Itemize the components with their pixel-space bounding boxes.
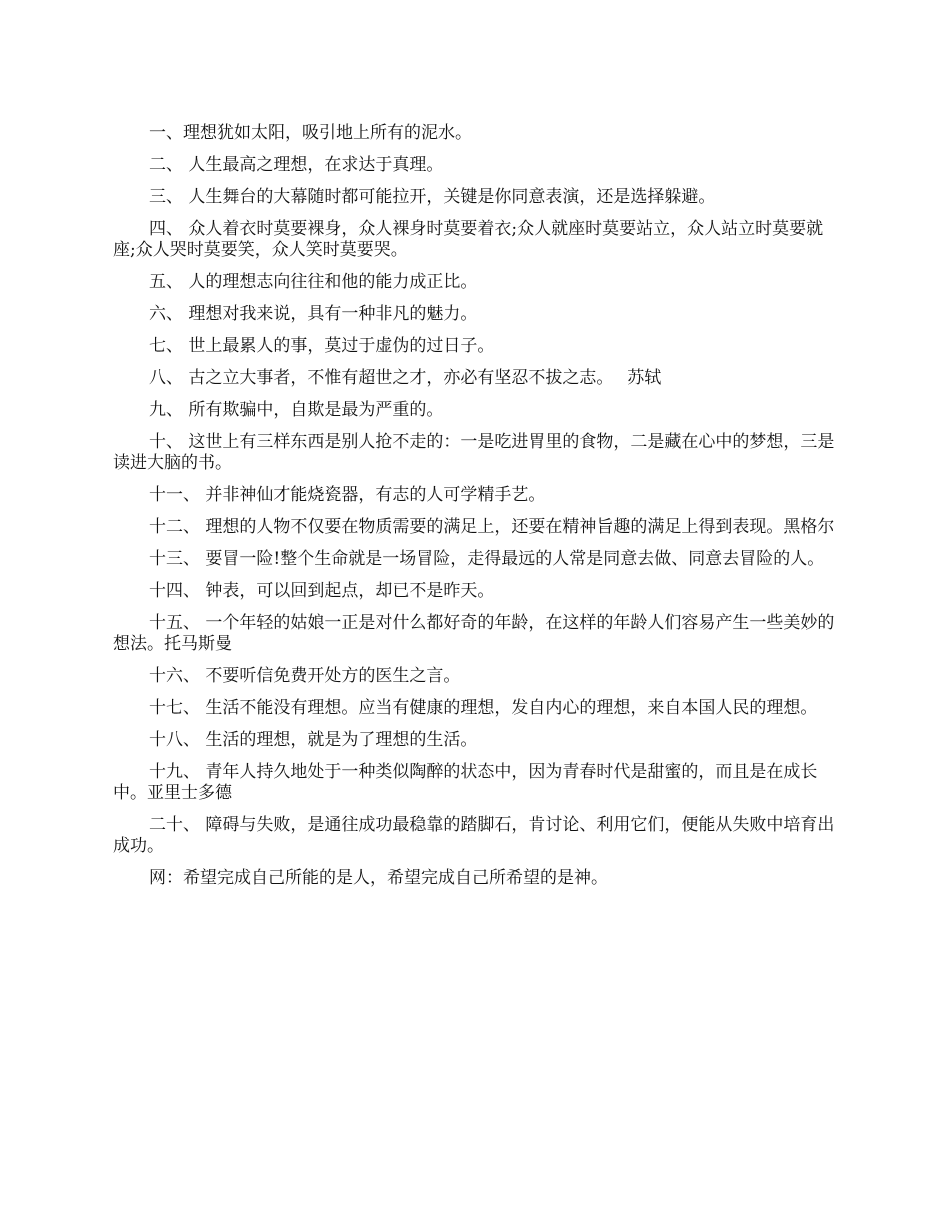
quote-paragraph: 十六、 不要听信免费开处方的医生之言。 [149, 666, 461, 686]
quote-paragraph: 十五、 一个年轻的姑娘一正是对什么都好奇的年龄，在这样的年龄人们容易产生一些美妙的想法。托马斯曼 [113, 613, 835, 654]
quote-paragraph: 三、 人生舞台的大幕随时都可能拉开，关键是你同意表演，还是选择躲避。 [149, 187, 716, 207]
quote-paragraph: 六、 理想对我来说，具有一种非凡的魅力。 [149, 304, 478, 324]
quote-paragraph: 七、 世上最累人的事，莫过于虚伪的过日子。 [149, 336, 495, 356]
closing-paragraph: 网：希望完成自己所能的是人，希望完成自己所希望的是神。 [149, 868, 608, 888]
quote-paragraph: 九、 所有欺骗中，自欺是最为严重的。 [149, 400, 444, 420]
document-body [113, 123, 840, 900]
quote-paragraph: 一、理想犹如太阳，吸引地上所有的泥水。 [149, 123, 472, 143]
quote-paragraph: 五、 人的理想志向往往和他的能力成正比。 [149, 272, 478, 292]
quote-paragraph: 十八、 生活的理想，就是为了理想的生活。 [149, 730, 478, 750]
quote-paragraph: 十九、 青年人持久地处于一种类似陶醉的状态中，因为青春时代是甜蜜的，而且是在成长中。亚里士多德 [113, 762, 818, 803]
quote-paragraph: 四、 众人着衣时莫要裸身，众人裸身时莫要着衣;众人就座时莫要站立，众人站立时莫要就座;众人哭时莫要笑，众人笑时莫要哭。 [113, 219, 824, 260]
quote-paragraph: 二十、 障碍与失败，是通往成功最稳靠的踏脚石，肯讨论、利用它们，便能从失败中培育出成功。 [113, 815, 835, 856]
quote-paragraph: 二、 人生最高之理想，在求达于真理。 [149, 155, 444, 175]
quote-paragraph: 十一、 并非神仙才能烧瓷器，有志的人可学精手艺。 [149, 485, 546, 505]
quote-paragraph: 八、 古之立大事者，不惟有超世之才，亦必有坚忍不拔之志。 苏轼 [149, 368, 662, 388]
quote-paragraph: 十、 这世上有三样东西是别人抢不走的：一是吃进胃里的食物，二是藏在心中的梦想，三是读进大脑的书。 [113, 432, 835, 473]
quote-paragraph: 十七、 生活不能没有理想。应当有健康的理想，发自内心的理想，来自本国人民的理想。 [149, 698, 818, 718]
quote-paragraph: 十三、 要冒一险!整个生命就是一场冒险，走得最远的人常是同意去做、同意去冒险的人。 [149, 549, 825, 569]
quote-paragraph: 十二、 理想的人物不仅要在物质需要的满足上，还要在精神旨趣的满足上得到表现。黑格尔 [149, 517, 835, 537]
quote-paragraph: 十四、 钟表，可以回到起点，却已不是昨天。 [149, 581, 495, 601]
